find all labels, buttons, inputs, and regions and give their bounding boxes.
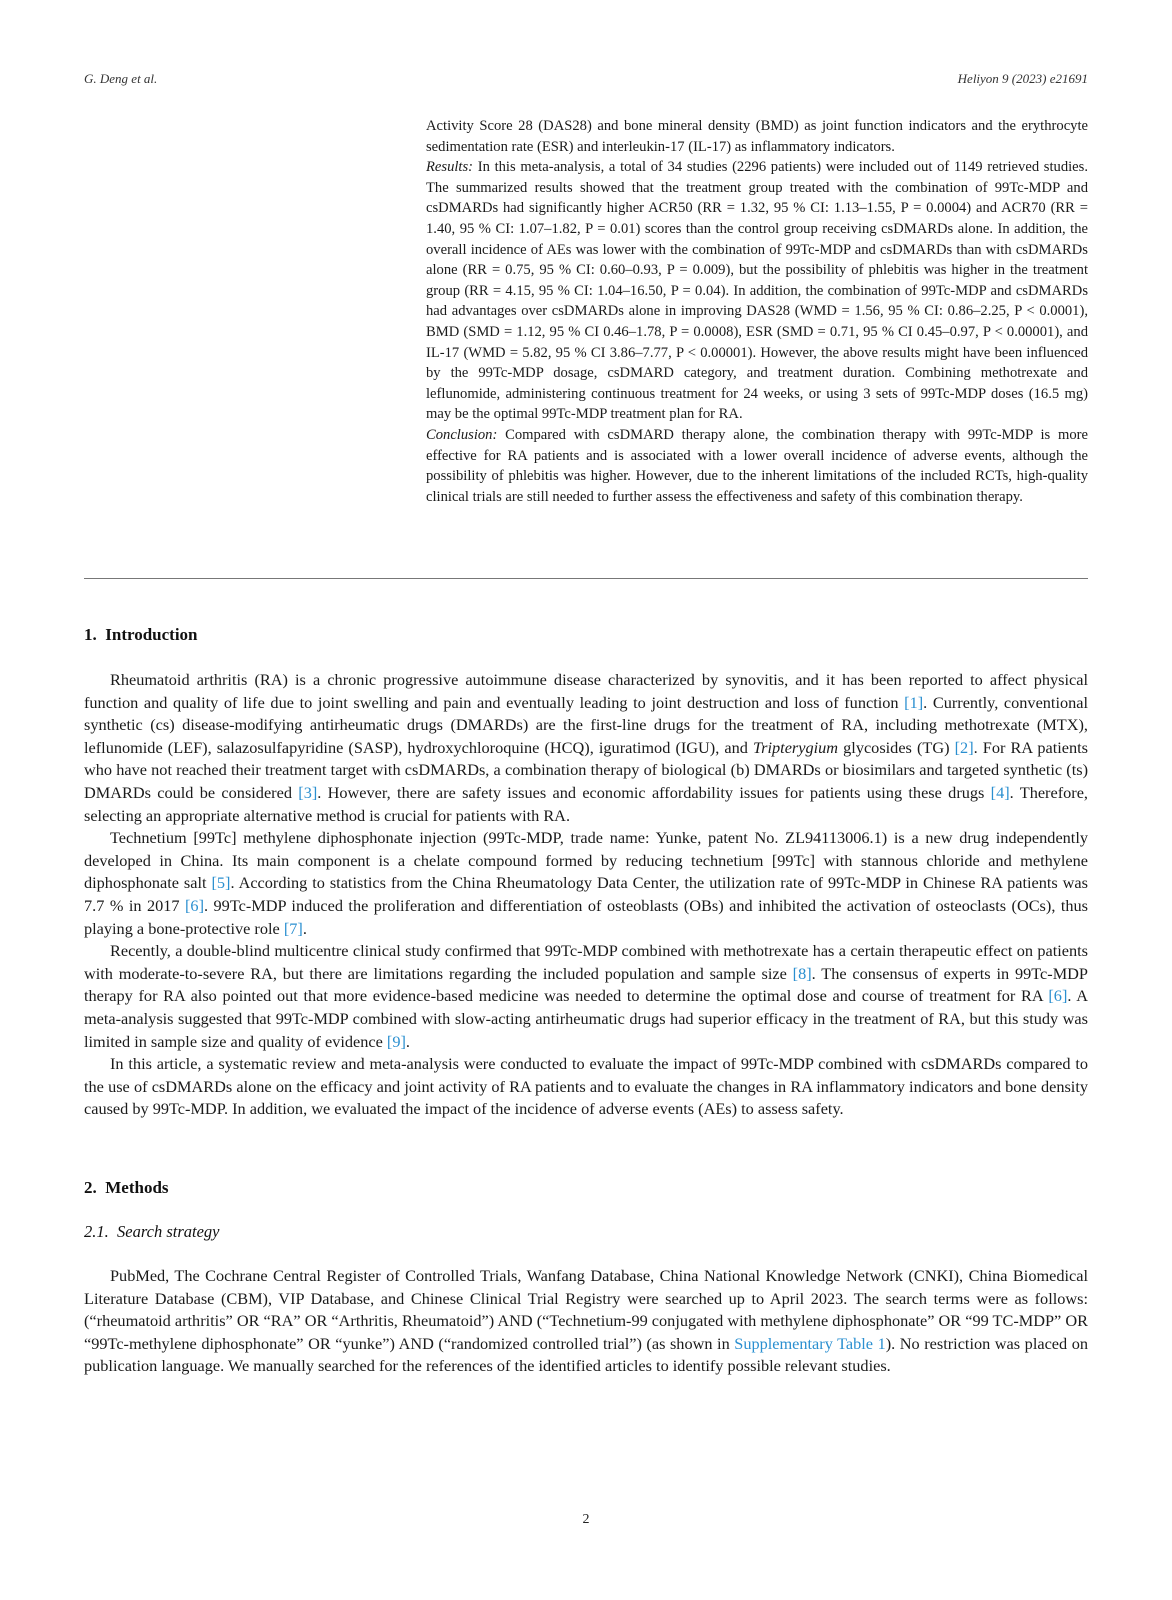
intro-paragraph-4: In this article, a systematic review and meta-analysis were conducted to evaluate the impact of 99Tc-MDP combined with csDMARDs compared to the use of csDMARDs alone on the efficacy and joint activity of RA patients and to evaluate the changes in RA inflammatory indicators and bone density caused by 99Tc-MDP. In addition, we evaluated the impact of the incidence of adverse events (AEs) to assess safety.: [84, 1054, 1088, 1119]
text-run: . However, there are safety issues and economic affordability issues for patients using these drugs: [317, 782, 991, 802]
text-run: ). No restriction was placed on publication language. We manually searched for the references of the identified articles to identify possible relevant studies.: [84, 1333, 1088, 1376]
methods-paragraph-1: [84, 1265, 1088, 1378]
text-run: . For RA patients who have not reached their treatment target with csDMARDs, a combination therapy of biological (b) DMARDs or biosimilars and targeted synthetic (ts) DMARDs could be considered: [84, 737, 1088, 802]
citation-link-7[interactable]: [7]: [283, 918, 303, 938]
running-head: [84, 71, 1088, 89]
text-run: . According to statistics from the China Rheumatology Data Center, the utilization rate of 99Tc-MDP in Chinese RA patients was 7.7 % in 2017: [84, 873, 1088, 915]
conclusion-text: Compared with csDMARD therapy alone, the combination therapy with 99Tc-MDP is more effective for RA patients and is associated with a lower overall incidence of adverse events, although the possibility of phlebitis was higher. However, due to the inherent limitations of the included RCTs, high-quality clinical trials are still needed to further assess the effectiveness and safety of this combination therapy.: [426, 426, 1088, 505]
text-run: .: [405, 1031, 410, 1051]
text-run: . The consensus of experts in 99Tc-MDP therapy for RA also pointed out that more evidence-based medicine was needed to determine the optimal dose and course of treatment for RA: [84, 963, 1088, 1006]
abstract-continuation: [426, 116, 1088, 507]
abstract-background-tail: Activity Score 28 (DAS28) and bone mineral density (BMD) as joint function indicators and the erythrocyte sedimentation rate (ESR) and interleukin-17 (IL-17) as inflammatory indicators.: [426, 118, 1088, 155]
citation-link-2[interactable]: [2]: [954, 737, 974, 757]
section-heading-introduction: 1. Introduction: [84, 625, 198, 644]
abstract-divider: [84, 578, 1088, 579]
text-run: Technetium [99Tc] methylene diphosphonate injection (99Tc-MDP, trade name: Yunke, patent No. ZL94113006.1) is a new drug independently developed in China. Its main component is a chelate compound formed by reducing technetium [99Tc] with stannous chloride and methylene diphosphonate salt: [84, 828, 1088, 893]
text-run: . Currently, conventional synthetic (cs) disease-modifying antirheumatic drugs (DMARDs) are the first-line drugs for the treatment of RA, including methotrexate (MTX), leflunomide (LEF), salazosulfapyridine (SASP), hydroxychloroquine (HCQ), iguratimod (IGU), and: [84, 692, 1089, 757]
conclusion-label: Conclusion:: [426, 426, 498, 443]
citation-link-5[interactable]: [5]: [211, 873, 231, 893]
citation-link-3[interactable]: [3]: [298, 782, 318, 802]
text-run: Rheumatoid arthritis (RA) is a chronic progressive autoimmune disease characterized by synovitis, and it has been reported to affect physical function and quality of life due to joint swelling and pain and eventually leading to joint destruction and loss of function: [84, 670, 1088, 712]
subsection-heading-search-strategy: 2.1. Search strategy: [84, 1222, 220, 1241]
text-run: .: [302, 918, 307, 938]
text-run: Recently, a double-blind multicentre clinical study confirmed that 99Tc-MDP combined with methotrexate has a certain therapeutic effect on patients with moderate-to-severe RA, but there are limitations regarding the included population and sample size: [84, 941, 1088, 983]
abstract-conclusion: [426, 425, 1088, 507]
text-run: PubMed, The Cochrane Central Register of Controlled Trials, Wanfang Database, China National Knowledge Network (CNKI), China Biomedical Literature Database (CBM), VIP Database, and Chinese Clinical Trial Registry were searched up to April 2023. The search terms were as follows: (“rheumatoid arthritis” OR “RA” OR “Arthritis, Rheumatoid”) AND (“Technetium-99 conjugated with methylene diphosphonate” OR “99 TC-MDP” OR “99Tc-methylene diphosphonate” OR “yunke”) AND (“randomized controlled trial”) (as shown in: [84, 1266, 1088, 1353]
results-text: In this meta-analysis, a total of 34 studies (2296 patients) were included out of 1149 retrieved studies. The summarized results showed that the treatment group treated with the combination of 99Tc-MDP and csDMARDs had significantly higher ACR50 (RR = 1.32, 95 % CI: 1.13–1.55, P = 0.0004) and ACR70 (RR = 1.40, 95 % CI: 1.07–1.82, P = 0.01) scores than the control group receiving csDMARDs alone. In addition, the overall incidence of AEs was lower with the combination of 99Tc-MDP and csDMARDs than with csDMARDs alone (RR = 0.75, 95 % CI: 0.60–0.93, P = 0.009), but the possibility of phlebitis was higher in the treatment group (RR = 4.15, 95 % CI: 1.04–16.50, P = 0.04). In addition, the combination of 99Tc-MDP and csDMARDs had advantages over csDMARDs alone in improving DAS28 (WMD = 1.56, 95 % CI: 0.86–2.25, P < 0.0001), BMD (SMD = 1.12, 95 % CI 0.46–1.78, P = 0.0008), ESR (SMD = 0.71, 95 % CI 0.45–0.97, P < 0.00001), and IL-17 (WMD = 5.82, 95 % CI 3.86–7.77, P < 0.00001). However, the above results might have been influenced by the 99Tc-MDP dosage, csDMARD category, and treatment duration. Combining methotrexate and leflunomide, administering continuous treatment for 24 weeks, or using 3 sets of 99Tc-MDP doses (16.5 mg) may be the optimal 99Tc-MDP treatment plan for RA.: [426, 159, 1088, 423]
text-run: . Therefore, selecting an appropriate alternative method is crucial for patients with RA.: [84, 782, 1088, 825]
results-label: Results:: [426, 159, 474, 176]
intro-paragraph-3: [84, 940, 1088, 1053]
italic-term: Tripterygium: [753, 737, 839, 757]
text-run: glycosides (TG): [838, 737, 955, 757]
text-run: . 99Tc-MDP induced the proliferation and differentiation of osteoblasts (OBs) and inhibited the activation of osteoclasts (OCs), thus playing a bone-protective role: [84, 895, 1088, 938]
methods-body: [84, 1265, 1088, 1378]
page-number: 2: [582, 1512, 590, 1527]
intro-paragraph-1: [84, 669, 1088, 827]
abstract-results: [426, 157, 1088, 425]
citation-link-6b[interactable]: [6]: [1048, 986, 1068, 1006]
supplementary-table-link[interactable]: Supplementary Table 1: [734, 1333, 886, 1353]
text-run: . A meta-analysis suggested that 99Tc-MDP combined with slow-acting antirheumatic drugs had superior efficacy in the treatment of RA, but this study was limited in sample size and quality of evidence: [84, 986, 1088, 1051]
citation-link-8[interactable]: [8]: [792, 963, 812, 983]
intro-paragraph-2: [84, 827, 1088, 940]
citation-link-9[interactable]: [9]: [386, 1031, 406, 1051]
citation-link-4[interactable]: [4]: [990, 782, 1010, 802]
citation-link-1[interactable]: [1]: [904, 692, 924, 712]
introduction-body: [84, 669, 1088, 1121]
author-header: G. Deng et al.: [84, 71, 158, 86]
journal-header: Heliyon 9 (2023) e21691: [957, 71, 1088, 86]
citation-link-6[interactable]: [6]: [185, 895, 204, 915]
section-heading-methods: 2. Methods: [84, 1178, 169, 1197]
